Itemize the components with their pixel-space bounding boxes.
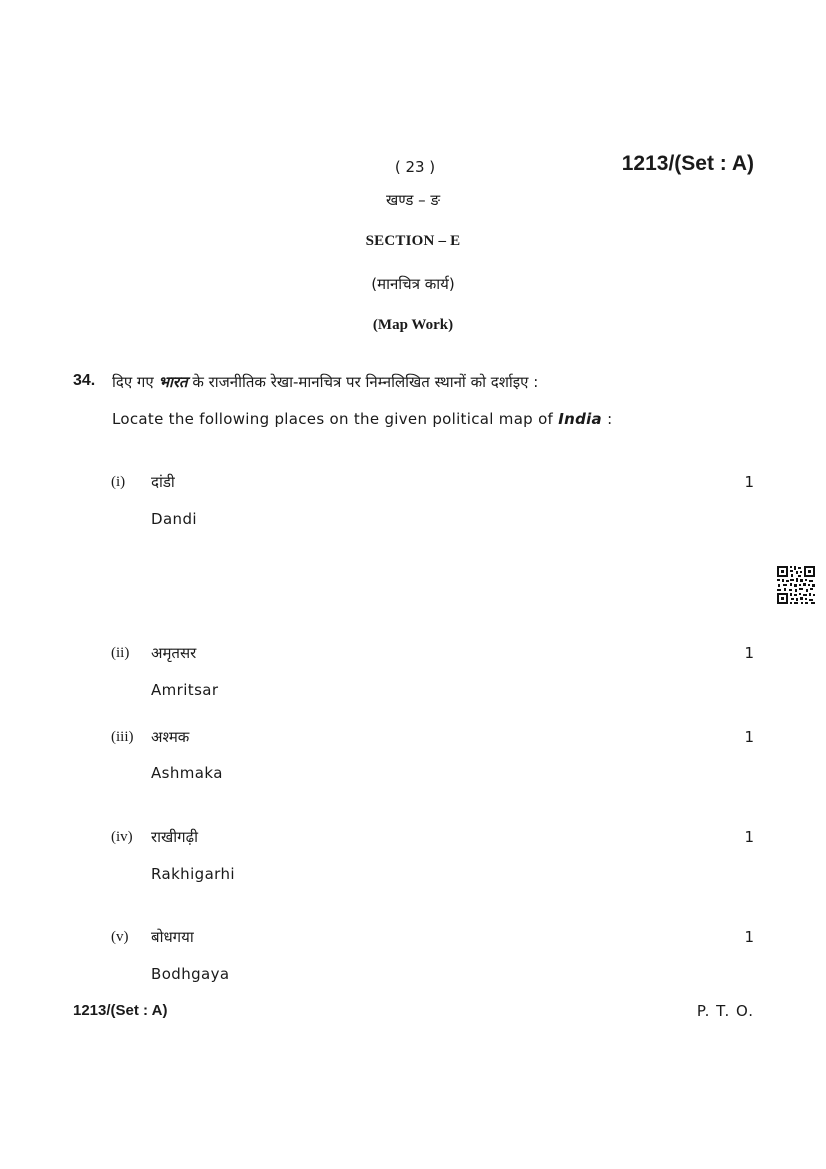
item-place-hindi: दांडी — [151, 473, 175, 491]
item-place-english: Dandi — [151, 510, 197, 528]
item-place-english: Rakhigarhi — [151, 865, 235, 883]
question-english-country: India — [558, 410, 602, 428]
item-marks: 1 — [744, 828, 754, 846]
item-roman-numeral: (v) — [111, 929, 129, 945]
question-number: 34. — [73, 372, 96, 389]
question-text-english — [112, 410, 612, 428]
item-place-english: Bodhgaya — [151, 965, 230, 983]
question-hindi-part1: दिए गए — [112, 373, 154, 391]
question-hindi-country: भारत — [158, 373, 188, 391]
set-code-header: 1213/(Set : A) — [621, 152, 754, 175]
section-heading-hindi: खण्ड – ङ — [385, 191, 440, 209]
item-marks: 1 — [744, 928, 754, 946]
item-place-hindi: अमृतसर — [151, 644, 197, 662]
pto-label: P. T. O. — [696, 1002, 754, 1020]
item-roman-numeral: (iv) — [111, 829, 133, 845]
item-place-english: Amritsar — [151, 681, 219, 699]
page-number: ( 23 ) — [394, 158, 436, 176]
item-marks: 1 — [744, 473, 754, 491]
item-place-hindi: बोधगया — [151, 928, 194, 946]
item-marks: 1 — [744, 644, 754, 662]
question-hindi-part2: के राजनीतिक रेखा-मानचित्र पर निम्नलिखित स्थानों को दर्शाइए : — [192, 373, 539, 391]
item-place-hindi: अश्मक — [151, 728, 190, 746]
section-subtitle: (Map Work) — [372, 317, 454, 333]
section-heading: SECTION – E — [365, 233, 461, 249]
item-roman-numeral: (iii) — [111, 729, 134, 745]
question-english-part1: Locate the following places on the given political map of — [112, 410, 554, 428]
item-roman-numeral: (i) — [111, 474, 126, 490]
qr-code-icon — [776, 565, 816, 605]
item-marks: 1 — [744, 728, 754, 746]
section-subtitle-hindi: (मानचित्र कार्य) — [371, 275, 455, 293]
item-place-english: Ashmaka — [151, 764, 223, 782]
set-code-footer: 1213/(Set : A) — [73, 1002, 168, 1019]
question-text-hindi — [112, 372, 538, 392]
item-place-hindi: राखीगढ़ी — [151, 828, 198, 846]
item-roman-numeral: (ii) — [111, 645, 130, 661]
question-english-part2: : — [607, 410, 613, 428]
